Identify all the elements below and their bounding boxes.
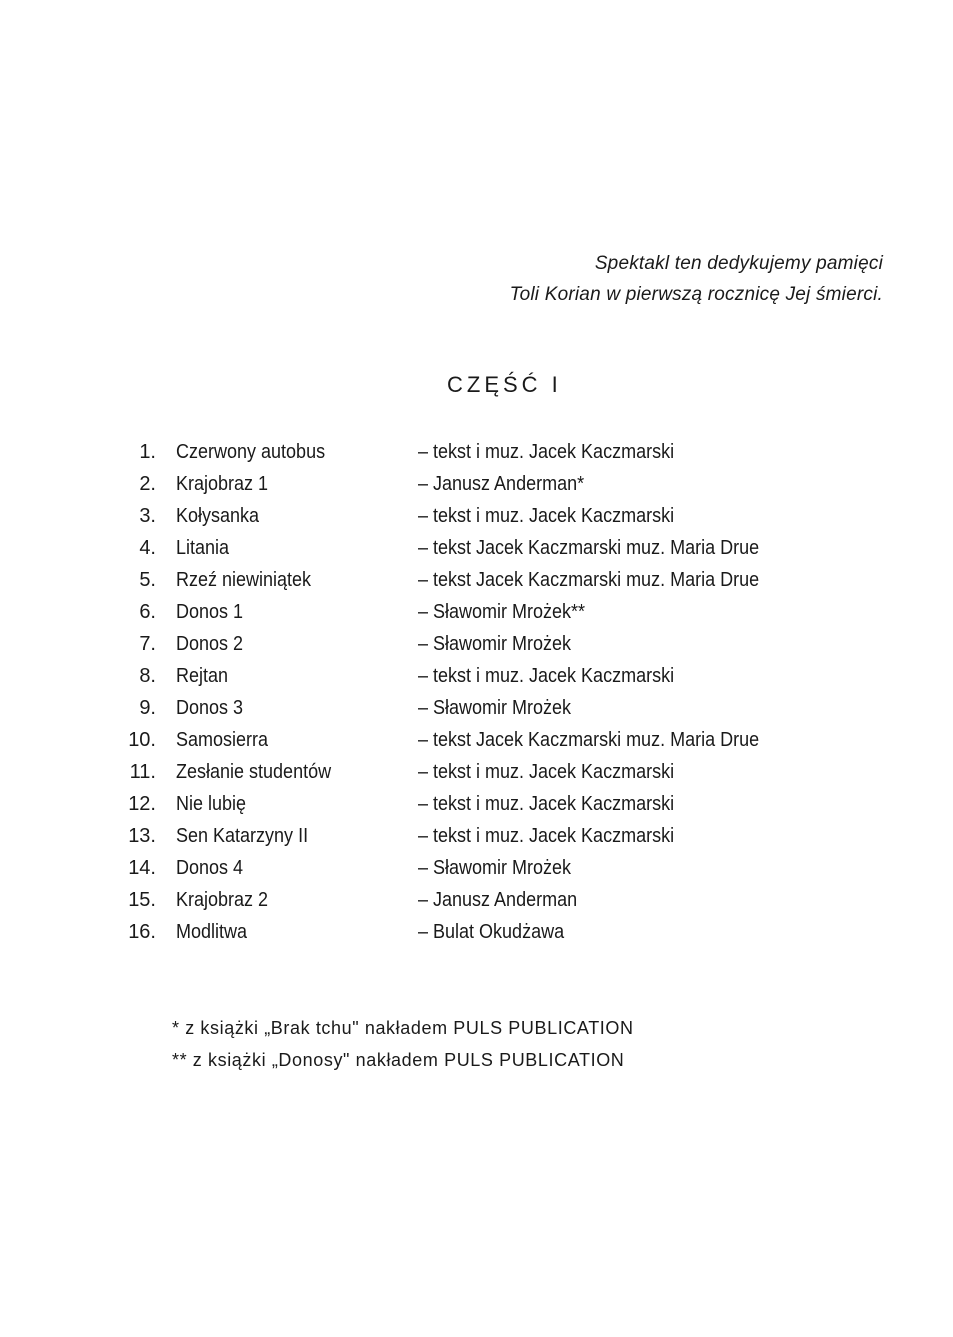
item-title: Nie lubię [176, 793, 247, 815]
item-credit: – tekst i muz. Jacek Kaczmarski [418, 793, 675, 815]
item-title: Litania [176, 537, 230, 559]
item-number: 8. [139, 665, 156, 687]
item-title: Donos 1 [176, 601, 244, 623]
item-number: 11. [129, 761, 156, 783]
item-credit: – tekst Jacek Kaczmarski muz. Maria Drue [418, 729, 760, 751]
item-title: Donos 3 [176, 697, 244, 719]
item-title: Sen Katarzyny II [176, 825, 309, 847]
item-number: 1. [139, 441, 156, 463]
item-credit: – tekst Jacek Kaczmarski muz. Maria Drue [418, 569, 760, 591]
item-credit: – Sławomir Mrożek [418, 857, 572, 879]
item-number: 12. [128, 793, 156, 815]
item-title: Kołysanka [176, 505, 260, 527]
item-credit: – tekst i muz. Jacek Kaczmarski [418, 761, 675, 783]
item-number: 15. [128, 889, 156, 911]
footnote-1: * z książki „Brak tchu" nakładem PULS PUBLICATION [172, 1018, 634, 1038]
item-number: 10. [128, 729, 156, 751]
item-title: Krajobraz 1 [176, 473, 269, 495]
item-title: Donos 2 [176, 633, 244, 655]
item-number: 5. [139, 569, 156, 591]
footnotes [172, 1012, 634, 1076]
item-title: Zesłanie studentów [176, 761, 332, 783]
item-title: Krajobraz 2 [176, 889, 269, 911]
item-credit: – Bulat Okudżawa [418, 921, 565, 943]
item-credit: – Sławomir Mrożek [418, 697, 572, 719]
item-credit: – tekst Jacek Kaczmarski muz. Maria Drue [418, 537, 760, 559]
item-credit: – tekst i muz. Jacek Kaczmarski [418, 825, 675, 847]
item-credit: – tekst i muz. Jacek Kaczmarski [418, 665, 675, 687]
item-number: 4. [139, 537, 156, 559]
item-credit: – Janusz Anderman* [418, 473, 585, 495]
item-number: 3. [139, 505, 156, 527]
item-title: Rzeź niewiniątek [176, 569, 312, 591]
item-number: 13. [128, 825, 156, 847]
item-title: Rejtan [176, 665, 229, 687]
dedication-line-2: Toli Korian w pierwszą rocznicę Jej śmierci. [509, 284, 883, 305]
item-number: 14. [128, 857, 156, 879]
item-credit: – tekst i muz. Jacek Kaczmarski [418, 441, 675, 463]
item-credit: – Janusz Anderman [418, 889, 578, 911]
item-number: 6. [139, 601, 156, 623]
item-credit: – Sławomir Mrożek [418, 633, 572, 655]
part-title: CZĘŚĆ I [447, 372, 562, 397]
item-number: 7. [139, 633, 156, 655]
item-number: 2. [139, 473, 156, 495]
item-title: Donos 4 [176, 857, 244, 879]
item-number: 16. [128, 921, 156, 943]
footnote-2: ** z książki „Donosy" nakładem PULS PUBLICATION [172, 1050, 625, 1070]
item-title: Czerwony autobus [176, 441, 326, 463]
item-credit: – tekst i muz. Jacek Kaczmarski [418, 505, 675, 527]
dedication [510, 248, 883, 310]
item-title: Samosierra [176, 729, 269, 751]
item-title: Modlitwa [176, 921, 248, 943]
item-number: 9. [139, 697, 156, 719]
item-credit: – Sławomir Mrożek** [418, 601, 586, 623]
dedication-line-1: Spektakl ten dedykujemy pamięci [594, 253, 883, 274]
